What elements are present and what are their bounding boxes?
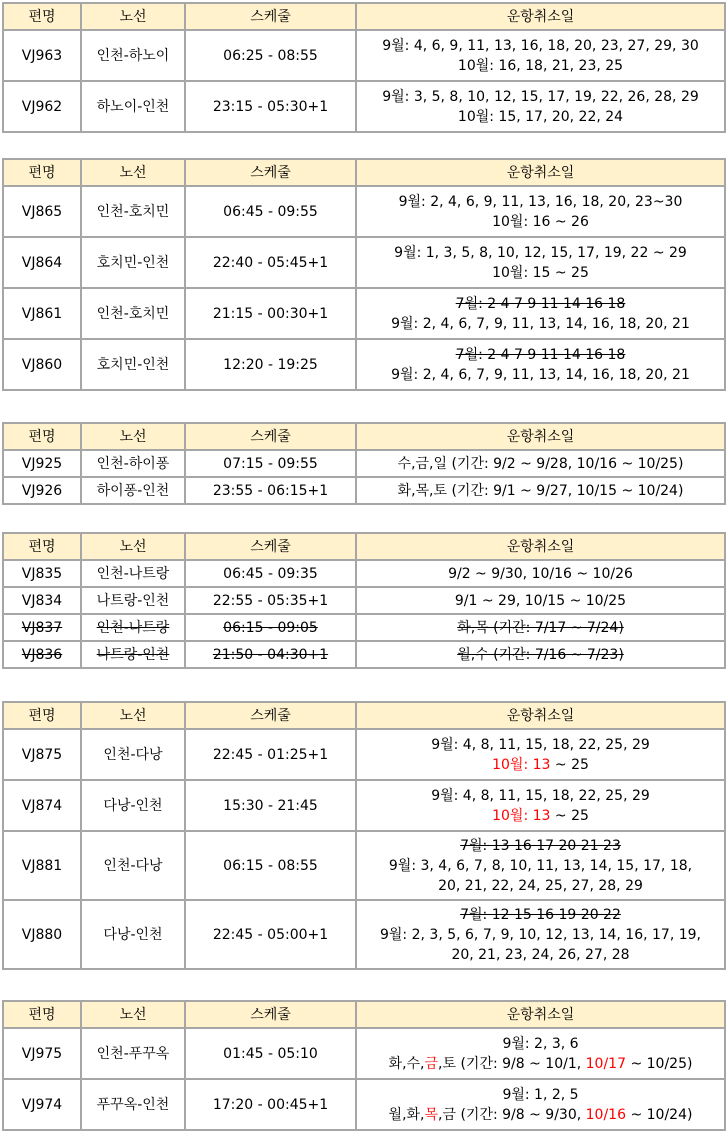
route-cell: 하이퐁-인천 — [81, 477, 185, 504]
cancel-text-struck: 7월: 13 16 17 20 21 23 — [460, 837, 621, 854]
cancel-line — [359, 945, 722, 965]
route-cell: 인천-나트랑 — [81, 614, 185, 641]
schedule-cell: 06:45 - 09:55 — [185, 186, 356, 237]
flight-cell: VJ974 — [3, 1079, 81, 1130]
route-cell: 인천-다낭 — [81, 729, 185, 780]
table-haiphong — [2, 422, 726, 505]
route-cell: 하노이-인천 — [81, 81, 185, 132]
cancel-line — [359, 192, 722, 212]
cancel-text-struck: 7월: 12 15 16 19 20 22 — [460, 906, 621, 923]
cancel-text-struck: 월,수 (기간: 7/16 ~ 7/23) — [457, 646, 624, 663]
schedule-cell: 06:45 - 09:35 — [185, 560, 356, 587]
cancel-text: 9월: 4, 8, 11, 15, 18, 22, 25, 29 — [431, 787, 650, 804]
cancel-cell — [356, 587, 725, 614]
table-row — [3, 831, 725, 900]
schedule-cell: 15:30 - 21:45 — [185, 780, 356, 831]
flight-cell: VJ861 — [3, 288, 81, 339]
cancel-line — [359, 314, 722, 334]
cancel-text: 9월: 3, 4, 6, 7, 8, 10, 11, 13, 14, 15, 17, 18, — [388, 857, 693, 874]
cancel-line — [359, 735, 722, 755]
header-cancel-dates: 운항취소일 — [356, 159, 725, 186]
cancel-cell — [356, 614, 725, 641]
cancel-text: 월,화, — [388, 1106, 425, 1123]
flight-cell: VJ963 — [3, 30, 81, 81]
cancel-cell — [356, 1028, 725, 1079]
cancel-line — [359, 454, 722, 474]
table-header — [3, 3, 725, 30]
header-flight: 편명 — [3, 423, 81, 450]
cancel-line — [359, 806, 722, 826]
flight-cell: VJ975 — [3, 1028, 81, 1079]
flight-cell: VJ837 — [3, 614, 81, 641]
cancel-line — [359, 856, 722, 876]
cancel-cell — [356, 30, 725, 81]
schedule-cell: 23:15 - 05:30+1 — [185, 81, 356, 132]
route-cell: 다낭-인천 — [81, 780, 185, 831]
cancel-cell — [356, 237, 725, 288]
flight-cell: VJ835 — [3, 560, 81, 587]
flight-cell: VJ962 — [3, 81, 81, 132]
cancel-line — [359, 905, 722, 925]
cancel-line — [359, 107, 722, 127]
table-row — [3, 729, 725, 780]
cancel-line — [359, 36, 722, 56]
schedule-cell: 01:45 - 05:10 — [185, 1028, 356, 1079]
cancel-line — [359, 925, 722, 945]
cancel-text: ~ 25 — [550, 807, 589, 824]
schedule-cell: 07:15 - 09:55 — [185, 450, 356, 477]
table-row — [3, 288, 725, 339]
cancel-text-highlight: 10월: 13 — [492, 756, 551, 773]
header-cancel-dates: 운항취소일 — [356, 423, 725, 450]
cancel-text: 10월: 15, 17, 20, 22, 24 — [457, 108, 624, 125]
table-header — [3, 423, 725, 450]
route-cell: 호치민-인천 — [81, 339, 185, 390]
route-cell: 인천-푸꾸옥 — [81, 1028, 185, 1079]
table-row — [3, 587, 725, 614]
schedule-cell: 06:25 - 08:55 — [185, 30, 356, 81]
cancel-text: 9/1 ~ 29, 10/15 ~ 10/25 — [454, 592, 627, 609]
table-row — [3, 450, 725, 477]
cancel-line — [359, 836, 722, 856]
route-cell: 인천-나트랑 — [81, 560, 185, 587]
header-route: 노선 — [81, 1001, 185, 1028]
table-row — [3, 1079, 725, 1130]
cancel-text: 10월: 15 ~ 25 — [492, 264, 589, 281]
cancel-cell — [356, 81, 725, 132]
cancel-cell — [356, 1079, 725, 1130]
table-row — [3, 477, 725, 504]
table-phuquoc — [2, 1000, 726, 1131]
table-nhatrang — [2, 532, 726, 669]
header-schedule: 스케줄 — [185, 702, 356, 729]
schedule-cell: 06:15 - 09:05 — [185, 614, 356, 641]
cancel-text: 화,수, — [388, 1055, 425, 1072]
header-cancel-dates: 운항취소일 — [356, 3, 725, 30]
cancel-cell — [356, 186, 725, 237]
cancel-line — [359, 365, 722, 385]
schedule-cell: 23:55 - 06:15+1 — [185, 477, 356, 504]
cancel-cell — [356, 339, 725, 390]
table-row-cancelled — [3, 641, 725, 668]
table-hochiminh — [2, 158, 726, 391]
cancel-line — [359, 1105, 722, 1125]
table-row — [3, 186, 725, 237]
header-flight: 편명 — [3, 533, 81, 560]
route-cell: 인천-하노이 — [81, 30, 185, 81]
header-flight: 편명 — [3, 702, 81, 729]
table-row — [3, 900, 725, 969]
cancel-text-highlight: 10월: 13 — [492, 807, 551, 824]
cancel-text: 20, 21, 22, 24, 25, 27, 28, 29 — [438, 877, 643, 894]
table-row — [3, 1028, 725, 1079]
cancel-text: ~ 25 — [550, 756, 589, 773]
table-row-cancelled — [3, 614, 725, 641]
cancel-text: 9월: 1, 2, 5 — [502, 1086, 579, 1103]
flight-cell: VJ874 — [3, 780, 81, 831]
header-route: 노선 — [81, 533, 185, 560]
schedule-cell: 21:15 - 00:30+1 — [185, 288, 356, 339]
cancel-cell — [356, 288, 725, 339]
cancel-line — [359, 1054, 722, 1074]
header-schedule: 스케줄 — [185, 159, 356, 186]
header-route: 노선 — [81, 159, 185, 186]
cancel-cell — [356, 477, 725, 504]
cancel-text: 9월: 2, 3, 5, 6, 7, 9, 10, 12, 13, 14, 16, 17, 19, — [380, 926, 701, 943]
cancel-cell — [356, 641, 725, 668]
cancel-text-highlight: 금 — [424, 1055, 439, 1072]
table-row — [3, 339, 725, 390]
schedule-cell: 21:50 - 04:30+1 — [185, 641, 356, 668]
cancel-text-highlight: 목 — [424, 1106, 439, 1123]
header-schedule: 스케줄 — [185, 3, 356, 30]
header-cancel-dates: 운항취소일 — [356, 702, 725, 729]
flight-cell: VJ836 — [3, 641, 81, 668]
cancel-text-highlight: 10/17 — [585, 1055, 626, 1072]
cancel-text: 9월: 2, 4, 6, 9, 11, 13, 16, 18, 20, 23~30 — [398, 193, 683, 210]
flight-cell: VJ834 — [3, 587, 81, 614]
header-flight: 편명 — [3, 159, 81, 186]
cancel-text: 9월: 2, 3, 6 — [502, 1035, 579, 1052]
flight-cell: VJ925 — [3, 450, 81, 477]
cancel-text-highlight: 10/16 — [585, 1106, 626, 1123]
route-cell: 호치민-인천 — [81, 237, 185, 288]
header-schedule: 스케줄 — [185, 1001, 356, 1028]
cancel-text: ~ 10/24) — [626, 1106, 693, 1123]
cancel-line — [359, 212, 722, 232]
cancel-text: 9월: 3, 5, 8, 10, 12, 15, 17, 19, 22, 26, 28, 29 — [382, 88, 699, 105]
cancel-cell — [356, 780, 725, 831]
table-header — [3, 702, 725, 729]
cancel-text-struck: 화,목 (기간: 7/17 ~ 7/24) — [457, 619, 624, 636]
route-cell: 푸꾸옥-인천 — [81, 1079, 185, 1130]
cancel-text: ,금 (기간: 9/8 ~ 9/30, — [438, 1106, 586, 1123]
cancel-line — [359, 564, 722, 584]
cancel-cell — [356, 900, 725, 969]
schedule-cell: 12:20 - 19:25 — [185, 339, 356, 390]
cancel-line — [359, 591, 722, 611]
header-schedule: 스케줄 — [185, 533, 356, 560]
header-schedule: 스케줄 — [185, 423, 356, 450]
cancel-text-struck: 7월: 2 4 7 9 11 14 16 18 — [455, 346, 626, 363]
table-row — [3, 30, 725, 81]
schedule-cell: 22:45 - 05:00+1 — [185, 900, 356, 969]
cancel-cell — [356, 560, 725, 587]
flight-cell: VJ880 — [3, 900, 81, 969]
cancel-text: 9/2 ~ 9/30, 10/16 ~ 10/26 — [448, 565, 633, 582]
header-cancel-dates: 운항취소일 — [356, 1001, 725, 1028]
route-cell: 인천-호치민 — [81, 186, 185, 237]
cancel-line — [359, 645, 722, 665]
cancel-line — [359, 786, 722, 806]
cancel-text-struck: 7월: 2 4 7 9 11 14 16 18 — [455, 295, 626, 312]
flight-cell: VJ926 — [3, 477, 81, 504]
table-hanoi — [2, 2, 726, 133]
cancel-line — [359, 755, 722, 775]
route-cell: 다낭-인천 — [81, 900, 185, 969]
header-route: 노선 — [81, 702, 185, 729]
route-cell: 나트랑-인천 — [81, 587, 185, 614]
table-header — [3, 533, 725, 560]
header-flight: 편명 — [3, 1001, 81, 1028]
cancel-line — [359, 876, 722, 896]
cancel-text: ,토 (기간: 9/8 ~ 10/1, — [438, 1055, 586, 1072]
cancel-line — [359, 345, 722, 365]
schedule-cell: 22:40 - 05:45+1 — [185, 237, 356, 288]
cancel-text: 화,목,토 (기간: 9/1 ~ 9/27, 10/15 ~ 10/24) — [397, 482, 684, 499]
header-route: 노선 — [81, 3, 185, 30]
route-cell: 인천-하이퐁 — [81, 450, 185, 477]
cancel-cell — [356, 729, 725, 780]
cancel-text: 9월: 1, 3, 5, 8, 10, 12, 15, 17, 19, 22 ~ 29 — [394, 244, 687, 261]
route-cell: 인천-호치민 — [81, 288, 185, 339]
cancel-line — [359, 618, 722, 638]
flight-cell: VJ875 — [3, 729, 81, 780]
route-cell: 인천-다낭 — [81, 831, 185, 900]
schedule-cell: 22:45 - 01:25+1 — [185, 729, 356, 780]
cancel-text: 9월: 2, 4, 6, 7, 9, 11, 13, 14, 16, 18, 20, 21 — [391, 315, 690, 332]
schedule-cell: 17:20 - 00:45+1 — [185, 1079, 356, 1130]
cancel-text: 9월: 4, 6, 9, 11, 13, 16, 18, 20, 23, 27, 29, 30 — [382, 37, 699, 54]
cancel-cell — [356, 450, 725, 477]
cancel-text: 수,금,일 (기간: 9/2 ~ 9/28, 10/16 ~ 10/25) — [397, 455, 684, 472]
flight-cell: VJ881 — [3, 831, 81, 900]
header-cancel-dates: 운항취소일 — [356, 533, 725, 560]
cancel-text: ~ 10/25) — [626, 1055, 693, 1072]
table-danang — [2, 701, 726, 970]
cancel-line — [359, 56, 722, 76]
table-row — [3, 237, 725, 288]
flight-cell: VJ860 — [3, 339, 81, 390]
cancel-text: 20, 21, 23, 24, 26, 27, 28 — [451, 946, 630, 963]
header-route: 노선 — [81, 423, 185, 450]
schedule-cell: 22:55 - 05:35+1 — [185, 587, 356, 614]
header-flight: 편명 — [3, 3, 81, 30]
cancel-line — [359, 1085, 722, 1105]
cancel-cell — [356, 831, 725, 900]
cancel-text: 10월: 16 ~ 26 — [492, 213, 589, 230]
flight-cell: VJ864 — [3, 237, 81, 288]
table-header — [3, 159, 725, 186]
cancel-text: 10월: 16, 18, 21, 23, 25 — [457, 57, 624, 74]
cancel-line — [359, 1034, 722, 1054]
cancel-text: 9월: 2, 4, 6, 7, 9, 11, 13, 14, 16, 18, 20, 21 — [391, 366, 690, 383]
schedule-cell: 06:15 - 08:55 — [185, 831, 356, 900]
table-row — [3, 81, 725, 132]
cancel-line — [359, 294, 722, 314]
table-header — [3, 1001, 725, 1028]
cancel-line — [359, 481, 722, 501]
table-row — [3, 560, 725, 587]
cancel-line — [359, 87, 722, 107]
cancel-line — [359, 263, 722, 283]
cancel-line — [359, 243, 722, 263]
cancel-text: 9월: 4, 8, 11, 15, 18, 22, 25, 29 — [431, 736, 650, 753]
flight-cell: VJ865 — [3, 186, 81, 237]
table-row — [3, 780, 725, 831]
route-cell: 나트랑-인천 — [81, 641, 185, 668]
